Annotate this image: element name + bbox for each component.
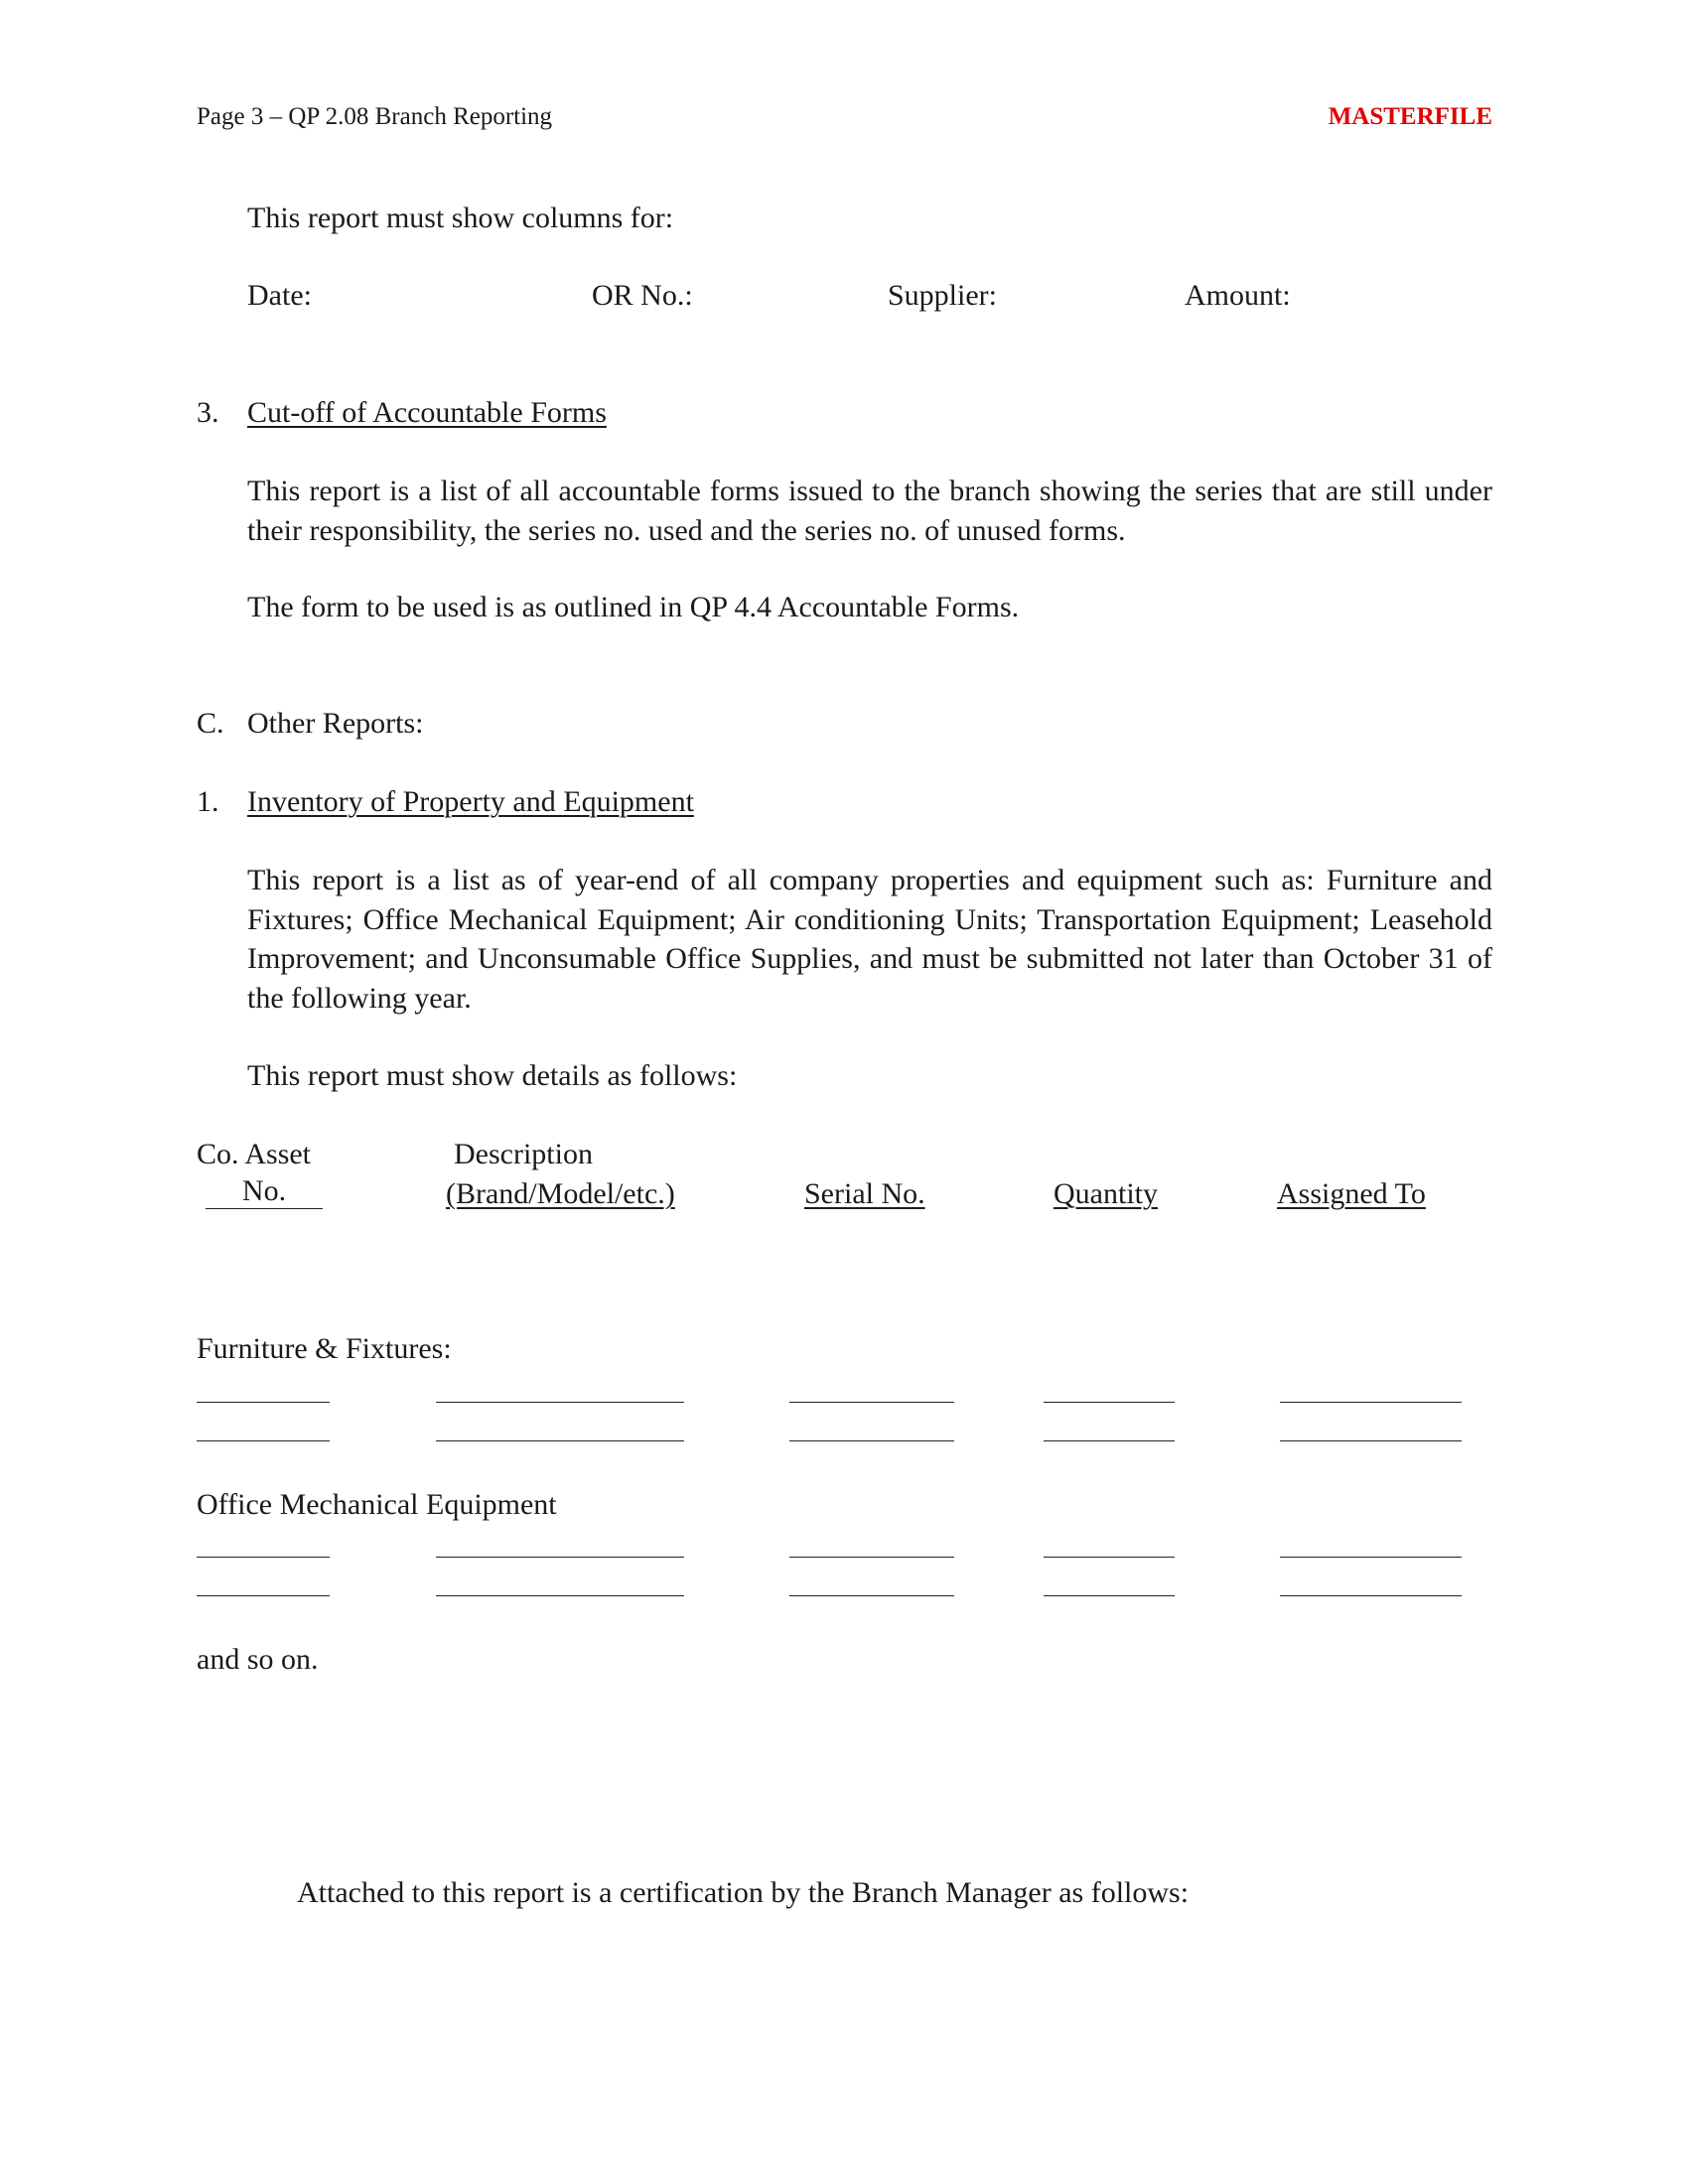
- section1-title: Inventory of Property and Equipment: [247, 785, 694, 818]
- blank-line: [1044, 1557, 1175, 1558]
- section1-paragraph-1: This report is a list as of year-end of all company properties and equipment such as: Furniture and Fixtures; Office Mechanical Equipment; Air conditioning Units; Transportation Equipment; Leasehold Improvement; and Unconsumable Office Supplies, and must be submitted not later than October 31 of the following year.: [247, 864, 1492, 1015]
- col-serial-label: Serial No.: [804, 1177, 925, 1210]
- blank-line: [1044, 1595, 1175, 1596]
- blank-line: [1280, 1440, 1462, 1441]
- group-furniture-fixtures: Furniture & Fixtures:: [197, 1332, 452, 1365]
- blank-line: [436, 1402, 684, 1403]
- masterfile-label: MASTERFILE: [1328, 103, 1492, 130]
- section3-number: 3.: [197, 396, 219, 429]
- blank-line: [1044, 1440, 1175, 1441]
- certification-text: Attached to this report is a certification by the Branch Manager as follows:: [297, 1876, 1190, 1909]
- group-office-mechanical-equipment: Office Mechanical Equipment: [197, 1488, 557, 1521]
- blank-line: [1044, 1402, 1175, 1403]
- blank-line: [197, 1557, 330, 1558]
- blank-line: [197, 1595, 330, 1596]
- col-description-label-line2: (Brand/Model/etc.): [446, 1177, 675, 1210]
- column-amount: Amount:: [1185, 279, 1291, 312]
- blank-line: [436, 1440, 684, 1441]
- page-header-left: Page 3 – QP 2.08 Branch Reporting: [197, 103, 553, 130]
- col-assigned-label: Assigned To: [1277, 1177, 1426, 1210]
- col-quantity-label: Quantity: [1054, 1177, 1158, 1210]
- col-asset-label-line1: Co. Asset: [197, 1138, 312, 1170]
- blank-line: [197, 1402, 330, 1403]
- sectionC-letter: C.: [197, 707, 224, 740]
- blank-line: [1280, 1595, 1462, 1596]
- blank-line: [789, 1440, 954, 1441]
- section3-title: Cut-off of Accountable Forms: [247, 396, 607, 429]
- column-or-no: OR No.:: [592, 279, 693, 312]
- column-supplier: Supplier:: [888, 279, 997, 312]
- sectionC-title: Other Reports:: [247, 707, 424, 740]
- blank-line: [436, 1595, 684, 1596]
- col-description-label-line1: Description: [454, 1138, 593, 1170]
- column-date: Date:: [247, 279, 312, 312]
- section1-paragraph-2: This report must show details as follows:: [247, 1059, 738, 1092]
- blank-line: [436, 1557, 684, 1558]
- section3-paragraph-1: This report is a list of all accountable forms issued to the branch showing the series that are still under their responsibility, the series no. used and the series no. of unused forms.: [247, 475, 1492, 547]
- blank-line: [1280, 1557, 1462, 1558]
- blank-line: [197, 1440, 330, 1441]
- section1-number: 1.: [197, 785, 219, 818]
- blank-line: [789, 1557, 954, 1558]
- blank-line: [1280, 1402, 1462, 1403]
- blank-line: [789, 1595, 954, 1596]
- col-asset-label-line2: No.: [206, 1174, 323, 1209]
- and-so-on: and so on.: [197, 1643, 319, 1676]
- blank-line: [789, 1402, 954, 1403]
- intro-text: This report must show columns for:: [247, 202, 674, 234]
- section3-paragraph-2: The form to be used is as outlined in QP 4.4 Accountable Forms.: [247, 591, 1020, 623]
